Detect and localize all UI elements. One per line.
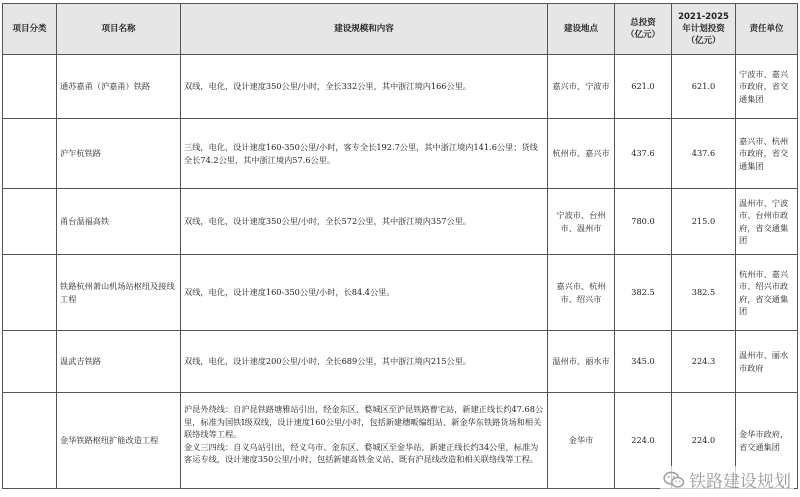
cell-project-name: 通苏嘉甬（沪嘉甬）铁路 <box>57 55 181 119</box>
cell-location: 金华市 <box>548 393 615 489</box>
cell-category <box>3 55 57 119</box>
header-plan-investment: 2021-2025年计划投资 （亿元） <box>672 4 736 55</box>
cell-project-name: 沪乍杭铁路 <box>57 119 181 189</box>
cell-project-name: 金华铁路枢纽扩能改造工程 <box>57 393 181 489</box>
cell-category <box>3 331 57 393</box>
cell-responsible: 温州市、宁波市、台州市政府，省交通集团 <box>736 189 798 255</box>
cell-responsible: 嘉兴市、杭州市政府，省交通集团 <box>736 119 798 189</box>
cell-total-investment: 345.0 <box>615 331 672 393</box>
cell-category <box>3 119 57 189</box>
cell-total-investment: 224.0 <box>615 393 672 489</box>
cell-category <box>3 189 57 255</box>
cell-plan-investment: 382.5 <box>672 255 736 331</box>
cell-content <box>181 255 548 331</box>
content-paragraph: 双线，电化，设计速度350公里/小时，全长572公里，其中浙江境内357公里。 <box>184 216 472 227</box>
table-row <box>3 189 798 255</box>
cell-total-investment: 621.0 <box>615 55 672 119</box>
cell-content <box>181 393 548 489</box>
cell-total-investment: 382.5 <box>615 255 672 331</box>
project-table <box>2 3 798 489</box>
header-responsible: 责任单位 <box>736 4 798 55</box>
table-row <box>3 255 798 331</box>
cell-content <box>181 331 548 393</box>
cell-location: 嘉兴市、杭州市、绍兴市 <box>548 255 615 331</box>
header-category: 项目分类 <box>3 4 57 55</box>
cell-plan-investment: 621.0 <box>672 55 736 119</box>
cell-content <box>181 119 548 189</box>
cell-total-investment: 437.6 <box>615 119 672 189</box>
content-paragraph: 沪昆外绕线：自沪昆铁路塘雅站引出，经金东区、婺城区至沪昆铁路曹宅站，新建正线长约47.68公里，标准为国铁Ⅰ级双线，设计速度160公里/小时，包括新建穗畈编组站、新金华东铁路货场和相关联络线等工程。 <box>184 404 544 439</box>
header-name: 项目名称 <box>57 4 181 55</box>
cell-responsible: 杭州市、嘉兴市、绍兴市政府，省交通集团 <box>736 255 798 331</box>
cell-location: 杭州市、嘉兴市 <box>548 119 615 189</box>
table-row <box>3 119 798 189</box>
cell-location: 宁波市、台州市、温州市 <box>548 189 615 255</box>
cell-category <box>3 255 57 331</box>
cell-content <box>181 55 548 119</box>
content-paragraph: 三线，电化，设计速度160-350公里/小时，客专全长192.7公里，其中浙江境内141.6公里；货线全长74.2公里，其中浙江境内57.6公里。 <box>184 142 538 165</box>
cell-project-name: 铁路杭州萧山机场站枢纽及接线工程 <box>57 255 181 331</box>
watermark <box>660 466 794 493</box>
cell-plan-investment: 437.6 <box>672 119 736 189</box>
cell-plan-investment: 224.3 <box>672 331 736 393</box>
wechat-icon <box>663 471 685 489</box>
cell-content <box>181 189 548 255</box>
content-paragraph: 双线，电化，设计速度350公里/小时，全长332公里，其中浙江境内166公里。 <box>184 81 472 92</box>
content-paragraph: 双线，电化，设计速度160-350公里/小时，长84.4公里。 <box>184 287 395 298</box>
header-location: 建设地点 <box>548 4 615 55</box>
cell-category <box>3 393 57 489</box>
cell-plan-investment: 215.0 <box>672 189 736 255</box>
cell-responsible: 温州市、丽水市政府 <box>736 331 798 393</box>
cell-responsible: 宁波市、嘉兴市政府，省交通集团 <box>736 55 798 119</box>
cell-project-name: 温武吉铁路 <box>57 331 181 393</box>
cell-total-investment: 780.0 <box>615 189 672 255</box>
cell-responsible: 金华市政府，省交通集团 <box>736 393 798 489</box>
header-content: 建设规模和内容 <box>181 4 548 55</box>
cell-plan-investment: 224.0 <box>672 393 736 489</box>
cell-project-name: 甬台温福高铁 <box>57 189 181 255</box>
watermark-text: 铁路建设规划 <box>689 472 791 492</box>
content-paragraph: 双线，电化，设计速度200公里/小时，全长689公里，其中浙江境内215公里。 <box>184 356 472 367</box>
table-header-row <box>3 4 798 55</box>
header-total-investment: 总投资 （亿元） <box>615 4 672 55</box>
table-row <box>3 55 798 119</box>
cell-location: 嘉兴市、宁波市 <box>548 55 615 119</box>
content-paragraph: 金义三四线：自义乌站引出，经义乌市、金东区、婺城区至金华站，新建正线长约34公里，标准为客运专线，设计速度350公里/小时，包括新建高铁金义站、既有沪昆线改造和相关联络线等工程。 <box>184 441 539 464</box>
table-row <box>3 331 798 393</box>
cell-location: 温州市、丽水市 <box>548 331 615 393</box>
